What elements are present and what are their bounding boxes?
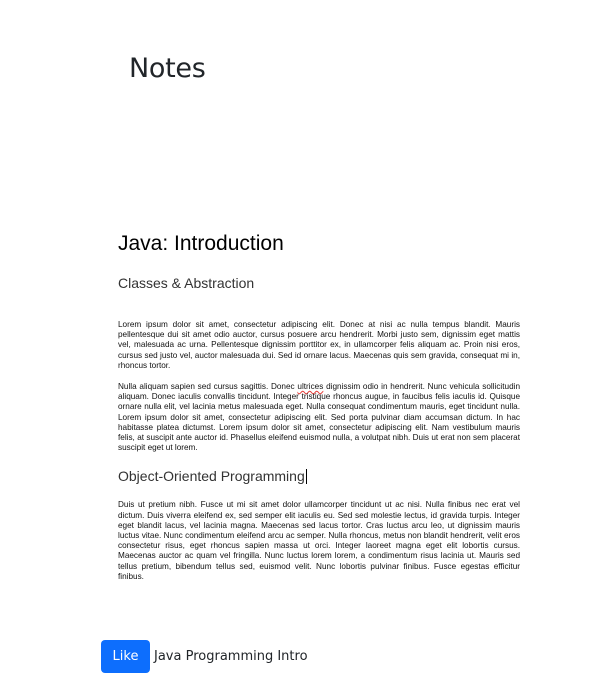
document-preview [118,228,520,582]
text-cursor [306,469,307,484]
note-name: Java Programming Intro [154,649,308,664]
misspelled-word: ultrices [297,382,324,392]
paragraph-text: dignissim odio in hendrerit. Nunc vehicula sollicitudin aliquam. Donec iaculis convallis tincidunt. Integer tristique rhoncus augue, in faucibus felis iaculis id. Quisque ornare nulla elit, vel lacinia metus malesuada eget. Nulla consequat condimentum mauris, eget tincidunt nulla. Lorem ipsum dolor sit amet, consectetur adipiscing elit. Sed porta pulvinar diam accumsan dictum. In hac habitasse platea dictumst. Lorem ipsum dolor sit amet, consectetur adipiscing elit. Nam vestibulum mauris felis, at suscipit ante auctor id. Phasellus eleifend euismod nulla, a volutpat nibh. Duis ut erat non sem placerat suscipit eget ut lorem. [118,382,520,453]
paragraph: Duis ut pretium nibh. Fusce ut mi sit amet dolor ullamcorper tincidunt ut ac nisi. Nulla finibus nec erat vel dictum. Duis viverra eleifend ex, sed semper elit iaculis eu. Sed sed molestie lectus, id gravida turpis. Integer eget blandit lacus, vel lacinia magna. Maecenas sed lacus tortor. Cras luctus arcu leo, ut dignissim mauris luctus vitae. Nunc condimentum eleifend arcu ac semper. Nulla rhoncus, metus non blandit hendrerit, velit eros consectetur risus, eget rhoncus sapien massa ut orci. Integer laoreet magna eget elit lobortis cursus. Maecenas auctor ac quam vel fringilla. Nunc luctus lorem lorem, a condimentum risus lacinia ut. Mauris sed tellus pretium, bibendum tellus sed, euismod velit. Nunc lobortis pulvinar finibus. Fusce egestas efficitur finibus. [118,500,520,581]
page-title: Notes [129,53,206,84]
section-heading-text: Object-Oriented Programming [118,468,305,485]
section-heading-oop[interactable] [118,466,520,486]
paragraph [118,382,520,453]
section-heading-classes: Classes & Abstraction [118,275,255,291]
paragraph-text: Nulla aliquam sapien sed cursus sagittis. Donec [118,382,298,392]
paragraph: Lorem ipsum dolor sit amet, consectetur adipiscing elit. Donec at nisi ac nulla tempus blandit. Mauris pellentesque dui sit amet odio auctor, cursus posuere arcu hendrerit. Morbi justo sem, dignissim eget mattis vel, malesuada ac urna. Pellentesque dignissim porttitor ex, in ullamcorper felis aliquam ac. Proin nisi eros, cursus sed justo vel, auctor malesuada dui. Sed id ornare lacus. Maecenas quis sem gravida, consequat mi in, rhoncus tortor. [118,320,520,370]
like-button[interactable]: Like [101,640,150,673]
document-title: Java: Introduction [118,232,284,255]
note-footer [101,640,308,673]
